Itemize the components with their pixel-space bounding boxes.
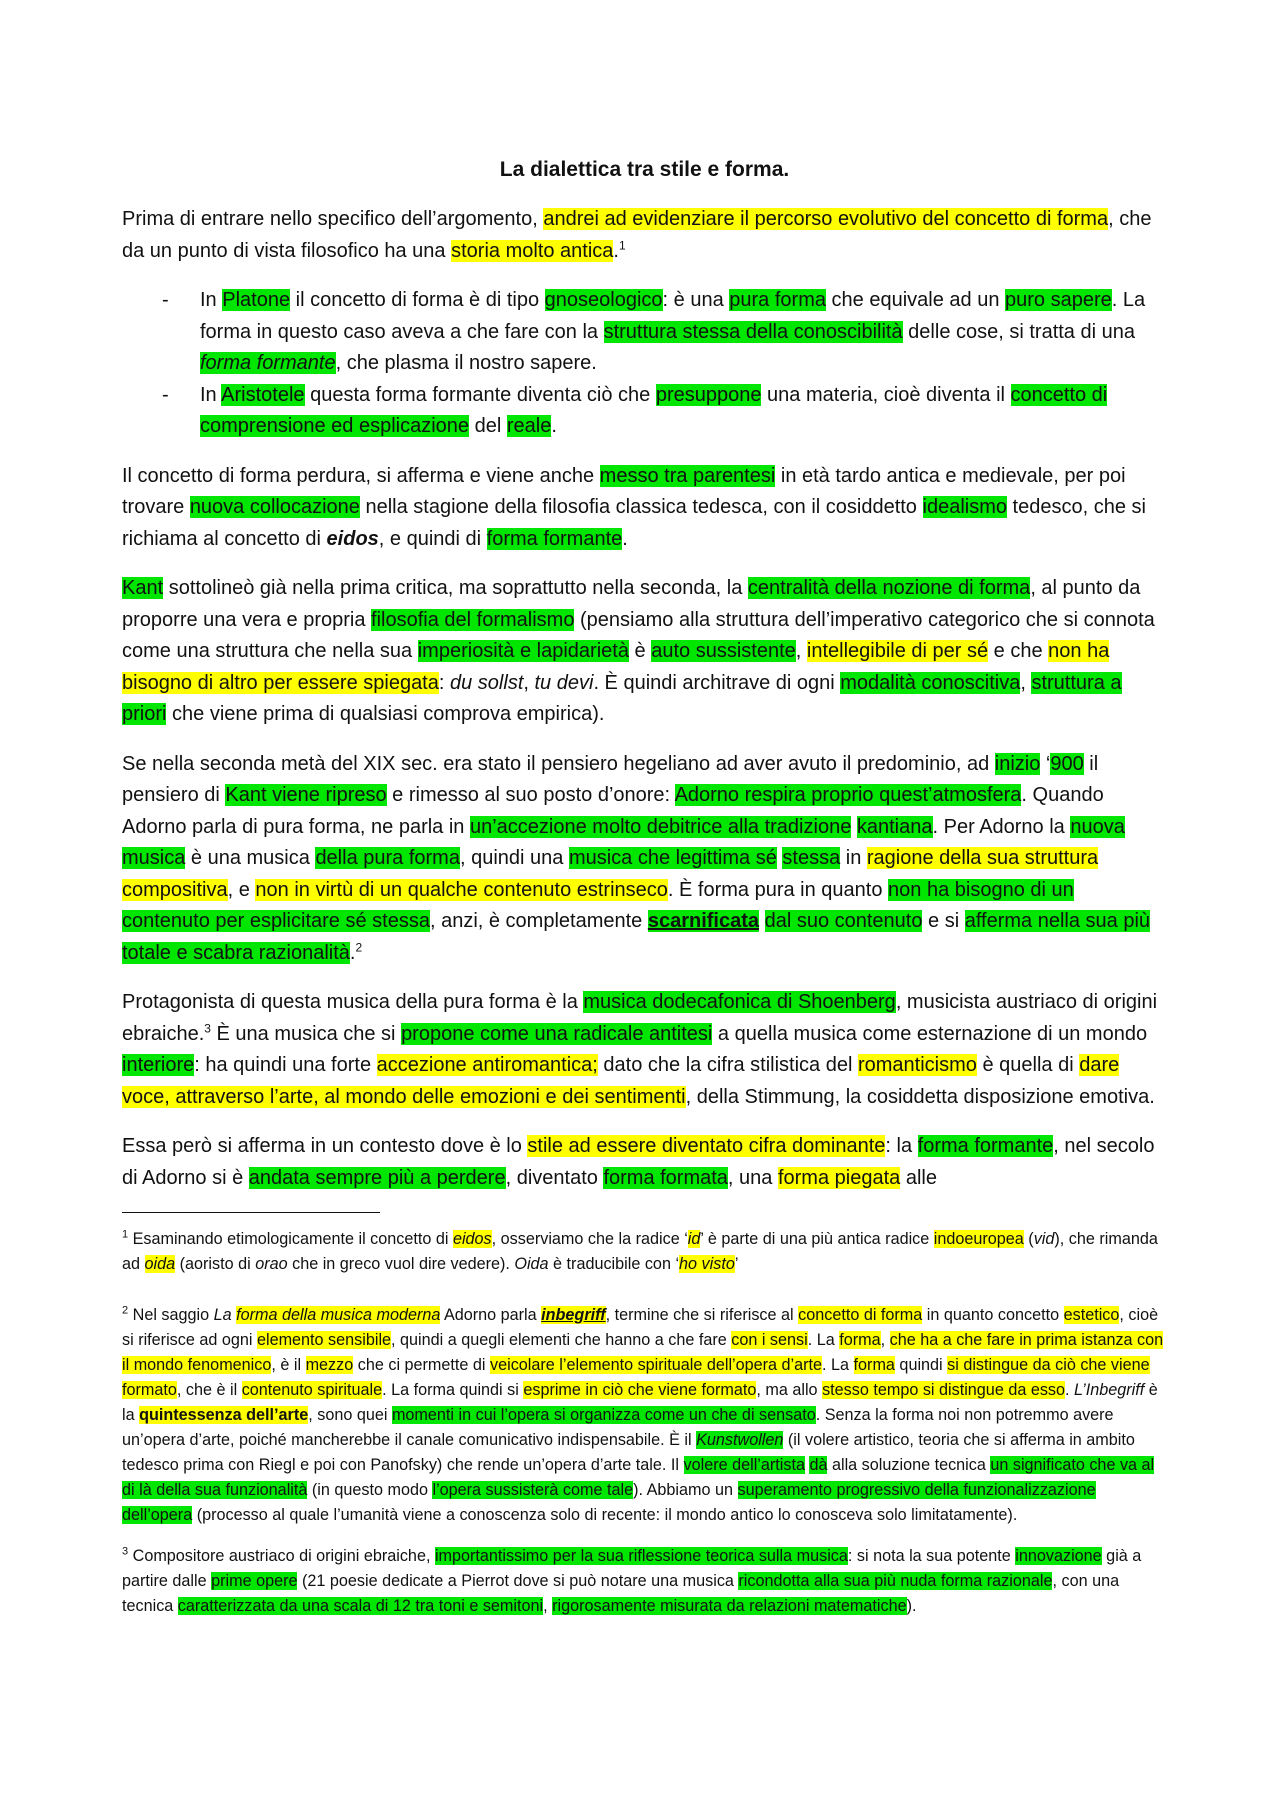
text-run: .: [613, 239, 619, 262]
text-run: , al punto da proporre una vera e propria: [122, 577, 1141, 631]
text-run: , diventato: [505, 1166, 604, 1189]
highlight-green: concetto di comprensione ed esplicazione: [200, 383, 1108, 437]
highlight-yellow: estetico: [1063, 1306, 1120, 1324]
text-run: ). Abbiamo un: [633, 1481, 738, 1499]
text-run: ), che rimanda ad: [122, 1230, 1158, 1273]
text-run: (aoristo di: [175, 1255, 256, 1273]
highlight-green: modalità conoscitiva: [840, 671, 1021, 694]
text-run: (: [1023, 1230, 1034, 1248]
paragraph-idealismo: [122, 461, 1167, 556]
text-run: è quella di: [976, 1054, 1080, 1076]
text-run: , cioè si riferisce ad ogni: [122, 1306, 1159, 1349]
text-run: (21 poesie dedicate a Pierrot dove si può notare una musica: [297, 1572, 739, 1590]
text-run: Esaminando etimologicamente il concetto di: [128, 1230, 453, 1248]
intro-paragraph: [122, 204, 1167, 267]
paragraph-stile: [122, 1131, 1167, 1194]
paragraph-kant: [122, 573, 1167, 731]
text-run: è la: [122, 1381, 1158, 1424]
text-run: a quella musica come esternazione di un mondo: [712, 1022, 1148, 1045]
text-run: è: [628, 640, 652, 662]
text-run: , che è il: [176, 1381, 242, 1399]
text-run: delle cose, si tratta di una: [902, 320, 1135, 343]
highlight-green: superamento progressivo della funzionalizzazione dell’opera: [122, 1481, 1096, 1524]
highlight-green: non ha bisogno di un contenuto per esplicitare sé stessa: [122, 878, 1074, 932]
highlight-green: momenti in cui l’opera si organizza come un che di sensato: [391, 1406, 816, 1424]
text-run: ,: [543, 1597, 553, 1615]
text-run: :: [438, 671, 450, 694]
highlight-green: della pura forma: [315, 847, 460, 869]
highlight-green: puro sapere: [1005, 289, 1112, 311]
text-run: in: [840, 847, 867, 869]
highlight-yellow: oida: [144, 1255, 176, 1273]
highlight-green: scarnificata: [647, 910, 760, 932]
text-run: , termine che si riferisce al: [605, 1306, 799, 1324]
highlight-yellow: che ha a che fare in prima istanza con il mondo fenomenico: [122, 1331, 1164, 1374]
text-run: eidos: [326, 527, 379, 550]
text-run: , anzi, è completamente: [429, 910, 648, 932]
highlight-green: dà: [809, 1456, 828, 1474]
text-run: , che plasma il nostro sapere.: [335, 352, 597, 374]
text-run: e si: [922, 910, 965, 932]
footnote-3: [122, 1544, 1167, 1619]
text-run: . La: [822, 1356, 854, 1374]
highlight-yellow: non ha bisogno di altro per essere spiegata: [122, 640, 1110, 694]
text-run: (il volere artistico, teoria che si afferma in ambito tedesco prima con Riegl e poi con Panofsky) che rende un’opera d’arte tale. Il: [122, 1431, 1135, 1474]
highlight-green: un significato che va al di là della sua funzionalità: [122, 1456, 1155, 1499]
highlight-green: dal suo contenuto: [764, 910, 923, 932]
highlight-green: auto sussistente: [651, 640, 796, 662]
highlight-yellow: ho visto: [679, 1255, 735, 1273]
text-run: Protagonista di questa musica della pura forma è la: [122, 991, 584, 1013]
highlight-green: idealismo: [922, 496, 1007, 518]
highlight-green: Platone: [222, 289, 291, 311]
text-run: In: [200, 289, 223, 311]
highlight-green: importantissimo per la sua riflessione teorica sulla musica: [434, 1547, 848, 1565]
highlight-green: innovazione: [1015, 1547, 1102, 1565]
footnote-2: [122, 1303, 1167, 1528]
highlight-green: Aristotele: [221, 383, 305, 406]
text-run: . Quando Adorno parla di pura forma, ne parla in: [122, 784, 1104, 838]
text-run: . È quindi architrave di ogni: [593, 671, 841, 694]
text-run: . Senza la forma noi non potremmo avere un’opera d’arte, poiché mancherebbe il canale comunicativo indispensabile. È il: [122, 1406, 1114, 1449]
highlight-yellow: forma: [839, 1331, 881, 1349]
text-run: in quanto concetto: [922, 1306, 1064, 1324]
highlight-yellow: inbegriff: [541, 1306, 606, 1324]
text-run: ,: [523, 671, 535, 694]
text-run: Prima di entrare nello specifico dell’argomento,: [122, 208, 544, 230]
highlight-yellow: esprime in ciò che viene formato: [523, 1381, 757, 1399]
text-run: tedesco, che si richiama al concetto di: [122, 496, 1146, 550]
text-run: . La: [807, 1331, 840, 1349]
text-run: (in questo modo: [307, 1481, 433, 1499]
highlight-green: Kant: [122, 577, 164, 599]
highlight-green: reale: [506, 415, 552, 437]
philosophers-list: [122, 285, 1167, 443]
footnote-number: 2: [122, 1304, 129, 1317]
highlight-green: struttura a priori: [122, 671, 1122, 725]
highlight-green: Kant viene ripreso: [225, 784, 387, 806]
text-run: L’Inbegriff: [1074, 1381, 1145, 1399]
text-run: , ma allo: [756, 1381, 823, 1399]
highlight-green: un’accezione molto debitrice alla tradizione: [469, 815, 852, 838]
text-run: è traducibile con ‘: [548, 1255, 680, 1273]
highlight-yellow: forma piegata: [777, 1166, 901, 1189]
document-body: [122, 154, 1167, 1635]
highlight-yellow: storia molto antica: [451, 239, 614, 262]
highlight-green: musica dodecafonica di Shoenberg: [583, 991, 896, 1013]
text-run: quindi: [894, 1356, 948, 1374]
text-run: ,: [1020, 671, 1032, 694]
highlight-yellow: dare voce, attraverso l’arte, al mondo delle emozioni e dei sentimenti: [122, 1054, 1120, 1108]
text-run: nella stagione della filosofia classica tedesca, con il cosiddetto: [359, 496, 923, 518]
text-run: , e: [227, 878, 256, 901]
highlight-green: prime opere: [211, 1572, 298, 1590]
highlight-yellow: contenuto spirituale: [241, 1381, 383, 1399]
text-run: È una musica che si: [210, 1022, 402, 1045]
paragraph-adorno: [122, 749, 1167, 970]
text-run: : ha quindi una forte: [194, 1054, 377, 1076]
highlight-green: caratterizzata da una scala di 12 tra toni e semitoni: [177, 1597, 544, 1615]
text-run: , musicista austriaco di origini ebraiche.: [122, 991, 1158, 1045]
highlight-yellow: stile ad essere diventato cifra dominante: [527, 1135, 886, 1157]
highlight-green: musica che legittima sé: [568, 847, 777, 869]
highlight-yellow: eidos: [452, 1230, 492, 1248]
highlight-yellow: id: [687, 1230, 701, 1248]
text-run: [759, 910, 765, 932]
highlight-yellow: accezione antiromantica;: [376, 1054, 598, 1076]
highlight-green: volere dell’artista: [683, 1456, 805, 1474]
text-run: , che da un punto di vista filosofico ha una: [122, 208, 1152, 262]
highlight-green: stessa: [782, 847, 841, 869]
highlight-yellow: intellegibile di per sé: [806, 640, 989, 662]
text-run: .: [1065, 1381, 1075, 1399]
highlight-yellow: indoeuropea: [933, 1230, 1024, 1248]
highlight-green: struttura stessa della conoscibilità: [603, 320, 903, 343]
highlight-green: messo tra parentesi: [599, 464, 776, 487]
highlight-green: forma formata: [603, 1166, 728, 1189]
list-item-aristotele: - In Aristotele questa forma formante diventa ciò che presuppone una materia, cioè diventa il concetto di comprensione ed esplicazione del reale.: [162, 383, 1108, 437]
text-run: , della Stimmung, la cosiddetta disposizione emotiva.: [685, 1085, 1155, 1108]
text-run: Oida: [514, 1255, 549, 1273]
text-run: Se nella seconda metà del XIX sec. era stato il pensiero hegeliano ad aver avuto il predominio, ad: [122, 752, 995, 775]
text-run: in età tardo antica e medievale, per poi trovare: [122, 464, 1126, 518]
text-run: , sono quei: [308, 1406, 392, 1424]
footnote-number: 1: [122, 1228, 129, 1241]
highlight-yellow: non in virtù di un qualche contenuto estrinseco: [255, 878, 668, 901]
text-run: ,: [880, 1331, 890, 1349]
text-run: , una: [727, 1166, 778, 1189]
document-title: La dialettica tra stile e forma.: [499, 158, 790, 181]
text-run: , nel secolo di Adorno si è: [122, 1135, 1155, 1189]
highlight-green: propone come una radicale antitesi: [401, 1022, 713, 1045]
text-run: du sollst: [450, 671, 524, 694]
footnote-1: [122, 1227, 1167, 1277]
text-run: .: [551, 415, 557, 437]
highlight-yellow: andrei ad evidenziare il percorso evolutivo del concetto di forma: [543, 208, 1109, 230]
footnote-reference[interactable]: 2: [355, 939, 363, 954]
highlight-yellow: stesso tempo si distingue da esso: [822, 1381, 1066, 1399]
highlight-yellow: ragione della sua struttura compositiva: [122, 847, 1099, 901]
text-run: : si nota la sua potente: [847, 1547, 1016, 1565]
text-run: Nel saggio: [128, 1306, 214, 1324]
highlight-yellow: forma della musica moderna: [236, 1306, 441, 1324]
text-run: : è una: [662, 289, 730, 311]
text-run: ).: [906, 1597, 917, 1615]
highlight-yellow: concetto di forma: [798, 1306, 923, 1324]
text-run: , e quindi di: [378, 527, 487, 550]
paragraph-shoenberg: [122, 987, 1167, 1113]
highlight-green: Adorno respira proprio quest’atmosfera: [674, 784, 1022, 806]
text-run: il concetto di forma è di tipo: [290, 289, 545, 311]
text-run: . Per Adorno la: [932, 815, 1071, 838]
highlight-yellow: forma: [853, 1356, 895, 1374]
list-item-platone: - In Platone il concetto di forma è di tipo gnoseologico: è una pura forma che equivale ad un puro sapere. La forma in questo caso aveva a che fare con la struttura stessa della conoscibilità delle cose, si tratta di una forma formante, che plasma il nostro sapere.: [162, 289, 1146, 374]
text-run: La: [213, 1306, 237, 1324]
text-run: , osserviamo che la radice ‘: [491, 1230, 688, 1248]
footnote-reference[interactable]: 1: [618, 237, 626, 252]
text-run: tu devi: [534, 671, 594, 694]
text-run: , è il: [271, 1356, 306, 1374]
text-run: .: [622, 527, 628, 550]
highlight-yellow: elemento sensibile: [256, 1331, 392, 1349]
text-run: , con una tecnica: [122, 1572, 1120, 1615]
highlight-green: centralità della nozione di forma: [747, 577, 1031, 599]
text-run: sottolineò già nella prima critica, ma soprattutto nella seconda, la: [163, 577, 748, 599]
text-run: che viene prima di qualsiasi comprova empirica).: [166, 703, 605, 725]
footnote-number: 3: [122, 1545, 129, 1558]
highlight-green: 900: [1050, 752, 1084, 775]
highlight-yellow: si distingue da ciò che viene formato: [122, 1356, 1150, 1399]
footnote-separator: [122, 1212, 380, 1213]
text-run: e che: [988, 640, 1049, 662]
highlight-green: andata sempre più a perdere: [248, 1166, 506, 1189]
text-run: : la: [885, 1135, 918, 1157]
text-run: , quindi una: [459, 847, 569, 869]
highlight-green: Kunstwollen: [696, 1431, 784, 1449]
highlight-green: ricondotta alla sua più nuda forma razionale: [738, 1572, 1053, 1590]
text-run: .: [349, 941, 356, 964]
text-run: che equivale ad un: [825, 289, 1006, 311]
highlight-yellow: veicolare l’elemento spirituale dell’opera d’arte: [490, 1356, 823, 1374]
highlight-green: forma formante: [917, 1135, 1054, 1157]
highlight-green: pura forma: [729, 289, 826, 311]
highlight-green: nuova collocazione: [189, 496, 360, 518]
highlight-green: interiore: [122, 1054, 195, 1076]
highlight-yellow: romanticismo: [857, 1054, 977, 1076]
text-run: (pensiamo alla struttura dell’imperativo categorico che si connota come una struttura che nella sua: [122, 608, 1155, 662]
highlight-green: inizio: [994, 752, 1041, 775]
text-run: il pensiero di: [122, 752, 1099, 806]
highlight-green: afferma nella sua più totale e scabra razionalità: [122, 910, 1151, 964]
text-run: ’ è parte di una più antica radice: [700, 1230, 934, 1248]
highlight-green: forma formante: [486, 527, 623, 550]
highlight-green: imperiosità e lapidarietà: [417, 640, 629, 662]
text-run: alle: [900, 1166, 937, 1189]
highlight-yellow: mezzo: [305, 1356, 354, 1374]
text-run: Adorno parla: [440, 1306, 542, 1324]
text-run: orao: [255, 1255, 288, 1273]
text-run: una materia, cioè diventa il: [761, 383, 1011, 406]
text-run: . È forma pura in quanto: [667, 878, 889, 901]
highlight-green: forma formante: [200, 352, 336, 374]
text-run: . La forma in questo caso aveva a che fare con la: [200, 289, 1146, 343]
text-run: del: [469, 415, 507, 437]
highlight-green: l’opera sussisterà come tale: [432, 1481, 634, 1499]
text-run: dato che la cifra stilistica del: [597, 1054, 858, 1076]
text-run: è una musica: [185, 847, 316, 869]
text-run: Il concetto di forma perdura, si afferma e viene anche: [122, 464, 600, 487]
text-run: ‘: [1040, 752, 1051, 775]
highlight-yellow: con i sensi: [731, 1331, 808, 1349]
text-run: Essa però si afferma in un contesto dove è lo: [122, 1135, 528, 1157]
text-run: e rimesso al suo posto d’onore:: [386, 784, 675, 806]
highlight-green: nuova musica: [122, 815, 1125, 869]
highlight-green: rigorosamente misurata da relazioni matematiche: [552, 1597, 907, 1615]
highlight-green: filosofia del formalismo: [371, 608, 575, 631]
text-run: che ci permette di: [353, 1356, 491, 1374]
footnote-reference[interactable]: 3: [204, 1020, 211, 1035]
text-run: già a partire dalle: [122, 1547, 1142, 1590]
text-run: Compositore austriaco di origini ebraiche,: [128, 1547, 435, 1565]
highlight-green: presuppone: [655, 383, 762, 406]
text-run: (processo al quale l’umanità viene a conoscenza solo di recente: il mondo antico lo conosceva solo limitatamente).: [192, 1506, 1018, 1524]
highlight-yellow: quintessenza dell’arte: [139, 1406, 309, 1424]
text-run: ’: [734, 1255, 739, 1273]
text-run: ,: [795, 640, 807, 662]
text-run: che in greco vuol dire vedere).: [287, 1255, 515, 1273]
highlight-green: gnoseologico: [544, 289, 663, 311]
text-run: . La forma quindi si: [382, 1381, 524, 1399]
highlight-green: kantiana: [856, 815, 933, 838]
text-run: questa forma formante diventa ciò che: [304, 383, 656, 406]
text-run: In: [200, 383, 222, 406]
text-run: alla soluzione tecnica: [827, 1456, 991, 1474]
text-run: vid: [1033, 1230, 1055, 1248]
text-run: , quindi a quegli elementi che hanno a che fare: [391, 1331, 732, 1349]
